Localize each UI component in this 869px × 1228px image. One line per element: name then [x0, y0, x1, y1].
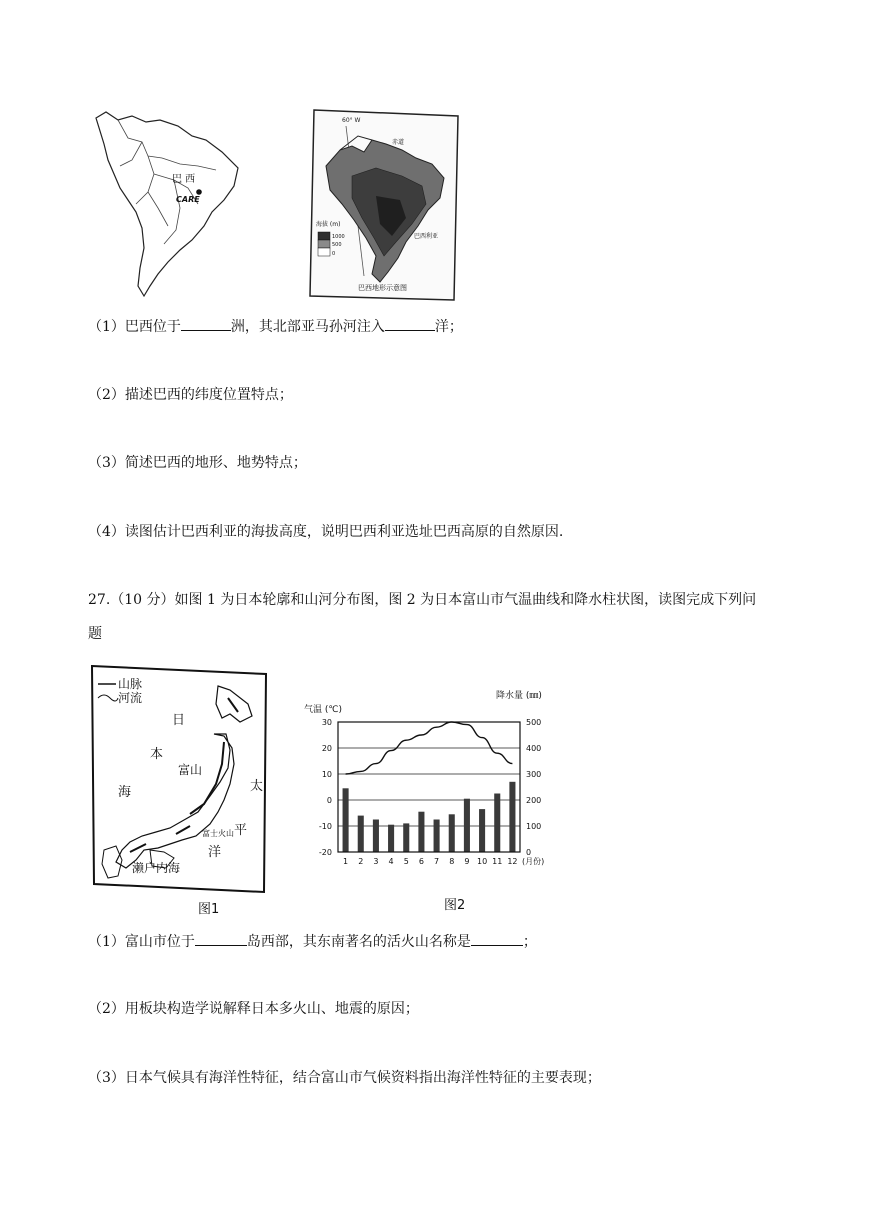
x-tick-label: 11: [492, 857, 503, 866]
brazil-terrain-map: [306, 106, 462, 304]
q26-2: （2）描述巴西的纬度位置特点；: [88, 387, 293, 403]
legend-0: 0: [332, 251, 336, 257]
legend-river: 河流: [118, 691, 143, 705]
x-tick-label: 4: [388, 857, 394, 866]
q27-1: （1）富山市位于 岛西部，其东南著名的活火山名称是 ；: [88, 931, 537, 952]
legend-mountain: 山脉: [118, 677, 143, 691]
right-tick-label: 400: [526, 744, 542, 753]
precip-bar: [509, 782, 515, 852]
q27-2: （2）用板块构造学说解释日本多火山、地震的原因；: [88, 1001, 419, 1017]
q27-stem-line1: 27.（10 分）如图 1 为日本轮廓和山河分布图，图 2 为日本富山市气温曲线和降水柱状图，读图完成下列问: [88, 592, 757, 608]
left-tick-label: -20: [318, 848, 332, 857]
x-tick-label: 3: [373, 857, 379, 866]
q26-4: （4）读图估计巴西利亚的海拔高度，说明巴西利亚选址巴西高原的自然原因.: [88, 524, 564, 540]
toyama-label: 富山: [178, 763, 203, 777]
precip-bar: [418, 812, 424, 852]
precip-bar: [479, 809, 485, 852]
precip-bar: [403, 823, 409, 852]
south-america-map: [88, 108, 248, 300]
brazil-map-caption: 巴西地形示意图: [358, 284, 407, 292]
left-tick-label: 30: [321, 718, 332, 727]
left-tick-label: -10: [318, 822, 332, 831]
precip-bar: [464, 799, 470, 852]
plot-frame: [338, 722, 520, 852]
left-tick-label: 20: [321, 744, 332, 753]
climate-chart: [298, 680, 588, 880]
x-tick-label: 5: [403, 857, 409, 866]
x-axis-label: (月份): [522, 857, 545, 866]
right-tick-label: 300: [526, 770, 542, 779]
right-tick-label: 500: [526, 718, 542, 727]
q26-3: （3）简述巴西的地形、地势特点；: [88, 455, 307, 471]
q26-1: （1）巴西位于 洲，其北部亚马孙河注入 洋；: [88, 316, 463, 337]
left-axis-label: 气温 (℃): [304, 705, 342, 715]
x-tick-label: 8: [449, 857, 455, 866]
pacific-label-2: 平: [234, 823, 248, 838]
x-tick-label: 10: [476, 857, 488, 866]
x-tick-label: 9: [464, 857, 470, 866]
blank-island[interactable]: [195, 931, 247, 946]
precip-bar: [434, 820, 440, 853]
precip-bar: [343, 788, 349, 852]
x-tick-label: 2: [358, 857, 364, 866]
left-tick-label: 10: [321, 770, 332, 779]
blank-ocean[interactable]: [385, 316, 435, 331]
precip-bar: [358, 816, 364, 852]
brasilia-label: 巴西利亚: [414, 233, 439, 240]
legend-1000: 1000: [332, 234, 345, 240]
longitude-label: 60° W: [342, 117, 361, 124]
sea-label-2: 本: [150, 747, 164, 762]
figure2-caption: 图2: [444, 898, 466, 913]
volcano-label: 富士火山: [202, 829, 234, 838]
legend-title: 海拔 (m): [316, 221, 341, 228]
pacific-label-3: 洋: [208, 845, 222, 860]
right-tick-label: 0: [526, 848, 532, 857]
precip-bar: [449, 814, 455, 852]
precip-bar: [388, 825, 394, 852]
pacific-label-1: 太: [250, 779, 264, 794]
x-tick-label: 7: [434, 857, 440, 866]
q27-stem-line2: 题: [88, 626, 102, 642]
left-tick-label: 0: [326, 796, 332, 805]
right-tick-label: 100: [526, 822, 542, 831]
brazil-label: 巴 西: [172, 174, 196, 185]
right-axis-label: 降水量 (㎜): [496, 691, 542, 701]
city-label: CARE: [176, 195, 200, 204]
legend-500: 500: [332, 242, 342, 248]
precip-bar: [373, 820, 379, 853]
sea-label-3: 海: [118, 785, 132, 800]
q27-3: （3）日本气候具有海洋性特征，结合富山市气候资料指出海洋性特征的主要表现；: [88, 1070, 601, 1086]
japan-map: [90, 664, 270, 894]
blank-continent[interactable]: [181, 316, 231, 331]
blank-volcano[interactable]: [471, 931, 523, 946]
x-tick-label: 12: [507, 857, 518, 866]
figure1-caption: 图1: [198, 902, 220, 917]
inland-sea-label: 濑户内海: [132, 861, 181, 875]
sea-label-1: 日: [172, 713, 186, 728]
x-tick-label: 6: [418, 857, 424, 866]
right-tick-label: 200: [526, 796, 542, 805]
precip-bar: [494, 794, 500, 853]
amazon-label: 赤道: [392, 139, 405, 146]
x-tick-label: 1: [343, 857, 349, 866]
